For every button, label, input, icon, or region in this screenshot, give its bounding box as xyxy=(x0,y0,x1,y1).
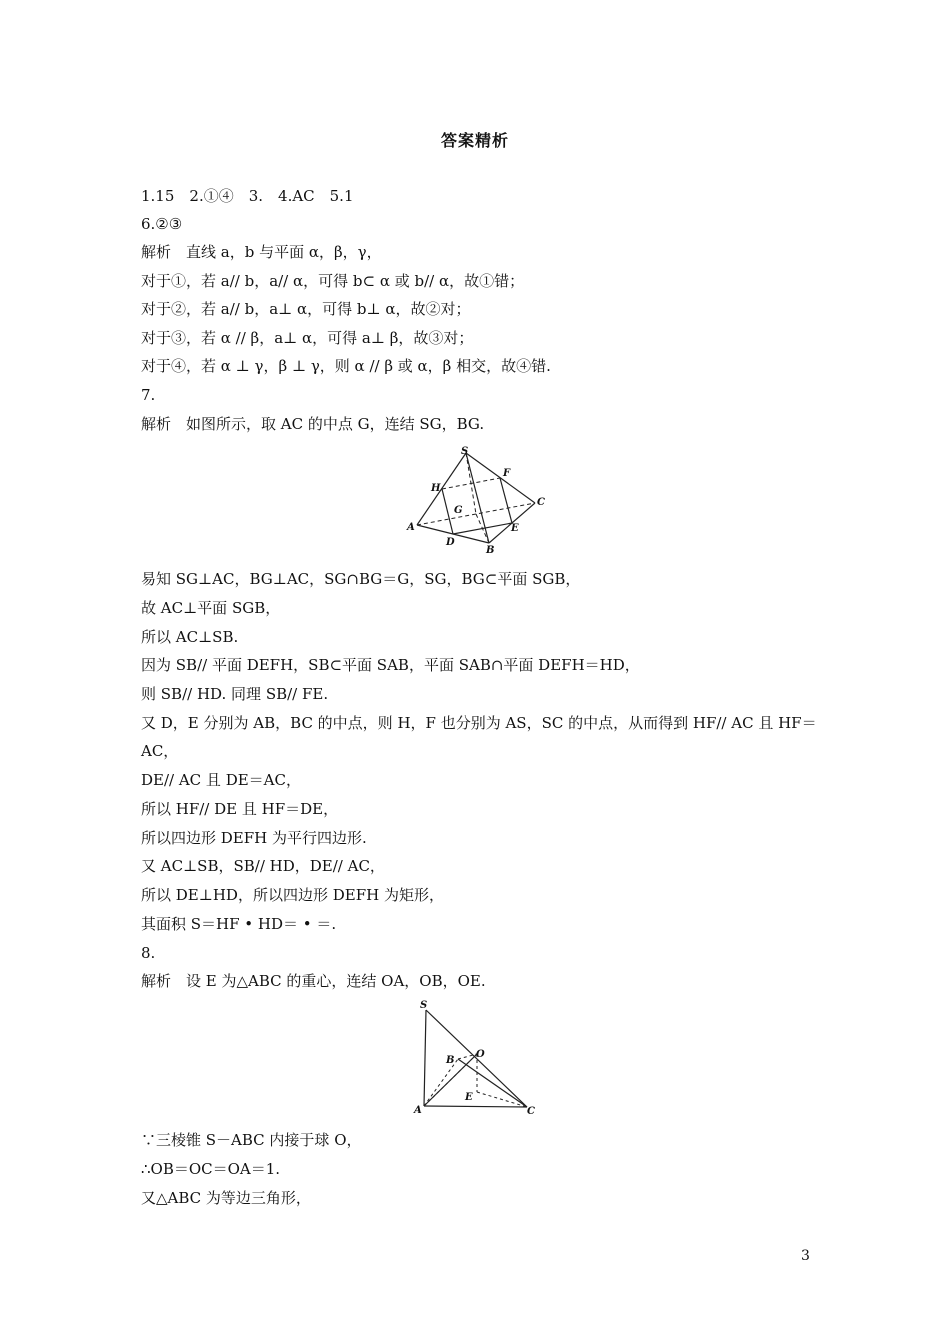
page-number: 3 xyxy=(801,1248,810,1264)
text-line: DE// AC 且 DE＝AC， xyxy=(141,771,301,789)
text-line: 则 SB// HD. 同理 SB// FE. xyxy=(141,685,329,703)
label-E: E xyxy=(511,523,519,534)
text-line: ∵三棱锥 S－ABC 内接于球 O， xyxy=(141,1131,362,1149)
text-line: 所以四边形 DEFH 为平行四边形. xyxy=(141,829,367,847)
text-line: 解析 如图所示，取 AC 的中点 G，连结 SG，BG. xyxy=(141,415,485,433)
label-A: A xyxy=(407,522,415,533)
text-line: 易知 SG⊥AC，BG⊥AC，SG∩BG＝G，SG，BG⊂平面 SGB， xyxy=(141,570,581,588)
label-S: S xyxy=(461,446,469,457)
text-line: 所以 DE⊥HD，所以四边形 DEFH 为矩形， xyxy=(141,886,444,904)
pyramid-figure-1 xyxy=(402,445,552,562)
text-line: 7. xyxy=(141,386,156,404)
label-C: C xyxy=(527,1106,535,1117)
label-E: E xyxy=(465,1092,473,1103)
text-line: 对于③，若 α // β，a⊥ α，可得 a⊥ β，故③对； xyxy=(141,329,474,347)
text-line: 8. xyxy=(141,944,156,962)
text-line: 解析 设 E 为△ABC 的重心，连结 OA，OB，OE. xyxy=(141,972,486,990)
label-C: C xyxy=(537,497,545,508)
text-line: 对于②，若 a// b，a⊥ α，可得 b⊥ α，故②对； xyxy=(141,300,471,318)
text-line: 又△ABC 为等边三角形， xyxy=(141,1189,311,1207)
text-line: 对于①，若 a// b，a// α，可得 b⊂ α 或 b// α，故①错； xyxy=(141,272,525,290)
text-line: 解析 直线 a，b 与平面 α，β，γ， xyxy=(141,243,382,261)
pyramid-figure-2 xyxy=(410,996,540,1122)
label-A: A xyxy=(414,1105,422,1116)
text-line: 6.②③ xyxy=(141,215,183,233)
text-line: 其面积 S＝HF • HD＝ • ＝. xyxy=(141,915,337,933)
label-G: G xyxy=(454,505,463,516)
text-line: 又 D，E 分别为 AB，BC 的中点，则 H，F 也分别为 AS，SC 的中点，从而得到 HF// AC 且 HF＝ xyxy=(141,714,817,732)
label-D: D xyxy=(446,537,455,548)
label-S: S xyxy=(420,1000,428,1011)
text-line: 因为 SB// 平面 DEFH，SB⊂平面 SAB，平面 SAB∩平面 DEFH＝HD， xyxy=(141,656,640,674)
text-line: 所以 HF// DE 且 HF＝DE， xyxy=(141,800,339,818)
label-O: O xyxy=(476,1049,485,1060)
page-title: 答案精析 xyxy=(440,131,509,150)
label-B: B xyxy=(486,545,495,556)
text-line: 所以 AC⊥SB. xyxy=(141,628,239,646)
text-line: 故 AC⊥平面 SGB， xyxy=(141,599,281,617)
text-line: 1.15 2.①④ 3. 4.AC 5.1 xyxy=(141,187,354,205)
text-line: 又 AC⊥SB，SB// HD，DE// AC， xyxy=(141,857,385,875)
text-line: ∴OB＝OC＝OA＝1. xyxy=(141,1160,281,1178)
text-line: AC， xyxy=(141,742,179,760)
label-F: F xyxy=(503,468,511,479)
label-B: B xyxy=(446,1055,455,1066)
text-line: 对于④，若 α ⊥ γ，β ⊥ γ，则 α // β 或 α，β 相交，故④错. xyxy=(141,357,551,375)
label-H: H xyxy=(431,483,441,494)
